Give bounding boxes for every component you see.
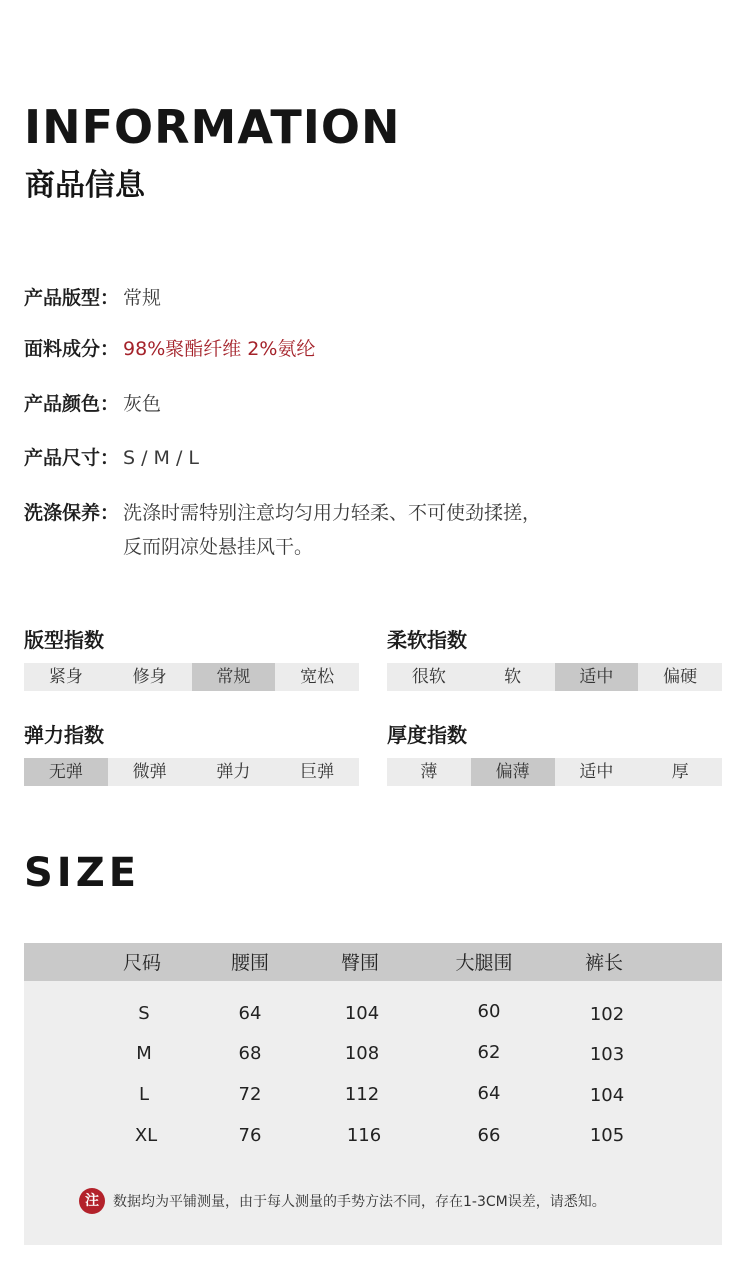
size-title: SIZE: [24, 850, 141, 896]
table-cell: 66: [477, 1125, 501, 1146]
index-option: 宽松: [300, 667, 335, 687]
note-icon: 注: [79, 1188, 105, 1214]
index-option: 弹力: [216, 762, 251, 782]
header-cell: 尺码: [122, 952, 162, 974]
index-title-thickness: 厚度指数: [387, 723, 467, 747]
index-title-elasticity: 弹力指数: [24, 723, 104, 747]
index-option: 薄: [420, 762, 438, 782]
table-cell: 116: [346, 1125, 382, 1146]
info-row-size: [24, 441, 199, 475]
index-option: 软: [504, 667, 522, 687]
header-cell: 臀围: [340, 952, 380, 974]
index-title-softness: 柔软指数: [387, 628, 467, 652]
info-value: 98%聚酯纤维 2%氨纶: [123, 338, 316, 360]
table-cell: 108: [344, 1043, 380, 1064]
table-cell: L: [138, 1084, 150, 1105]
info-label: 产品尺寸：: [24, 447, 120, 469]
index-option: 修身: [132, 667, 167, 687]
index-option-selected: 无弹: [24, 758, 108, 786]
info-value: S / M / L: [123, 447, 200, 469]
care-line-1: 洗涤时需特别注意均匀用力轻柔、不可使劲揉搓，: [123, 502, 542, 524]
index-option: 适中: [579, 762, 614, 782]
table-cell: 102: [589, 1004, 625, 1025]
index-bar-softness: [387, 663, 722, 691]
table-cell: 105: [589, 1125, 625, 1146]
index-option-selected: 适中: [555, 663, 639, 691]
measurement-note: [79, 1188, 606, 1214]
index-option: 厚: [671, 762, 689, 782]
title-english: INFORMATION: [24, 100, 401, 154]
index-option: 很软: [411, 667, 446, 687]
index-option-selected: 常规: [192, 663, 276, 691]
index-bar-fit: [24, 663, 359, 691]
info-row-fit: [24, 281, 161, 315]
info-label: 面料成分：: [24, 338, 120, 360]
table-cell: 104: [344, 1003, 380, 1024]
info-row-fabric: [24, 332, 315, 366]
info-label: 洗涤保养：: [24, 502, 120, 524]
index-option: 偏硬: [663, 667, 698, 687]
table-cell: XL: [134, 1125, 158, 1146]
table-cell: 64: [238, 1003, 262, 1024]
info-value: [123, 496, 603, 564]
index-option: 微弹: [132, 762, 167, 782]
index-option: 紧身: [48, 667, 83, 687]
index-title-fit: 版型指数: [24, 628, 104, 652]
info-label: 产品版型：: [24, 287, 120, 309]
table-cell: 76: [238, 1125, 262, 1146]
care-line-2: 反而阴凉处悬挂风干。: [123, 536, 314, 558]
index-bar-elasticity: [24, 758, 359, 786]
index-bar-thickness: [387, 758, 722, 786]
table-cell: 62: [477, 1042, 501, 1063]
index-option: 巨弹: [300, 762, 335, 782]
table-cell: 64: [477, 1083, 501, 1104]
table-cell: 103: [589, 1044, 625, 1065]
table-cell: 68: [238, 1043, 262, 1064]
size-table-header: [24, 943, 722, 981]
table-cell: 112: [344, 1084, 380, 1105]
index-option-selected: 偏薄: [471, 758, 555, 786]
info-value: 常规: [123, 287, 162, 309]
header-cell: 腰围: [230, 952, 270, 974]
header-cell: 裤长: [584, 952, 624, 974]
table-cell: 72: [238, 1084, 262, 1105]
table-cell: 60: [477, 1001, 501, 1022]
info-row-care: [24, 496, 603, 564]
info-label: 产品颜色：: [24, 393, 120, 415]
table-cell: 104: [589, 1085, 625, 1106]
info-value: 灰色: [123, 393, 162, 415]
info-row-color: [24, 387, 161, 421]
table-cell: M: [136, 1043, 152, 1064]
title-chinese: 商品信息: [25, 168, 145, 203]
header-cell: 大腿围: [455, 952, 513, 974]
table-cell: S: [138, 1003, 150, 1024]
note-text: 数据均为平铺测量，由于每人测量的手势方法不同，存在1-3CM误差，请悉知。: [113, 1194, 606, 1210]
